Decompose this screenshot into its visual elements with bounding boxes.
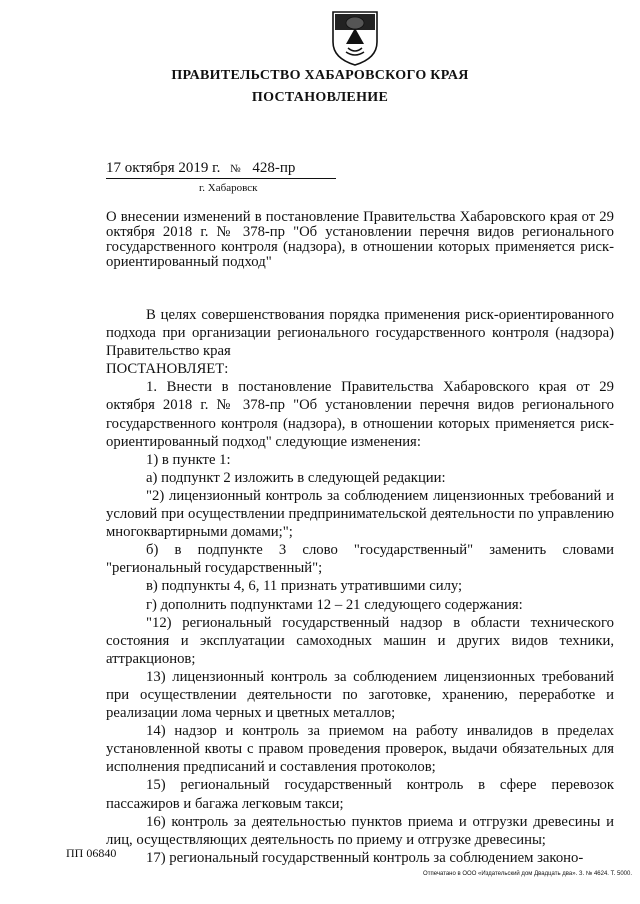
city-label: г. Хабаровск: [199, 182, 258, 194]
paragraph: 17) региональный государственный контроль за соблюдением законо-: [146, 849, 584, 866]
paragraph: 14) надзор и контроль за приемом на работу инвалидов в пределах установленной квоты с правом проведения проверок, выдачи обязательных для исполнения предписаний и составления протоколов;: [106, 723, 614, 776]
paragraph: в) подпункты 4, 6, 11 признать утратившими силу;: [146, 578, 463, 595]
paragraph: 1) в пункте 1:: [146, 451, 231, 468]
paragraph: г) дополнить подпунктами 12 – 21 следующего содержания:: [146, 596, 523, 613]
org-title: ПРАВИТЕЛЬСТВО ХАБАРОВСКОГО КРАЯ: [171, 68, 469, 83]
decree-word: ПОСТАНОВЛЯЕТ:: [106, 361, 229, 378]
paragraph: а) подпункт 2 изложить в следующей редакции:: [146, 469, 446, 486]
paragraph: 13) лицензионный контроль за соблюдением лицензионных требований при осуществлении деятельности по заготовке, хранению, переработке и реализации лома черных и цветных металлов;: [106, 668, 614, 722]
date-underline: [106, 178, 336, 179]
paragraph: "12) региональный государственный надзор в области технического состояния и эксплуатации самоходных машин и других видов техники, аттракционов;: [106, 614, 614, 667]
doc-type-title: ПОСТАНОВЛЕНИЕ: [251, 90, 389, 105]
doc-date: 17 октября 2019 г.: [106, 160, 221, 176]
document-subject: О внесении изменений в постановление Правительства Хабаровского края от 29 октября 2018 г. № 378-пр "Об установлении перечня видов регионального государственного контроля (надзора), в отношении которых применяется риск-ориентированный подход": [106, 209, 614, 270]
preamble: В целях совершенствования порядка применения риск-ориентированного подхода при организации регионального государственного контроля (надзора) Правительство края: [106, 307, 614, 360]
document-body: [106, 306, 614, 867]
date-number-line: [106, 160, 295, 177]
paragraph: "2) лицензионный контроль за соблюдением лицензионных требований и условий при осуществлении предпринимательской деятельности по управлению многоквартирными домами;";: [106, 487, 614, 541]
paragraph: 16) контроль за деятельностью пунктов приема и отгрузки древесины и лиц, осуществляющих деятельность по приему и отгрузке древесины;: [106, 813, 614, 848]
paragraph: б) в подпункте 3 слово "государственный" заменить словами "региональный государственный";: [106, 542, 614, 577]
number-sign: №: [230, 163, 241, 175]
print-note: Отпечатано в ООО «Издательский дом Двадцать два». З. № 4624. Т. 5000.: [423, 871, 632, 877]
doc-number: 428-пр: [252, 160, 296, 176]
footer-code: ПП 06840: [66, 846, 117, 860]
paragraph: 15) региональный государственный контроль в сфере перевозок пассажиров и багажа легковым такси;: [106, 777, 614, 812]
coat-of-arms-icon: [329, 8, 381, 66]
paragraph: 1. Внести в постановление Правительства Хабаровского края от 29 октября 2018 г. № 378-пр "Об установлении перечня видов регионального государственного контроля (надзора), в отношении которых применяется риск-ориентированный подход" следующие изменения:: [106, 379, 614, 450]
